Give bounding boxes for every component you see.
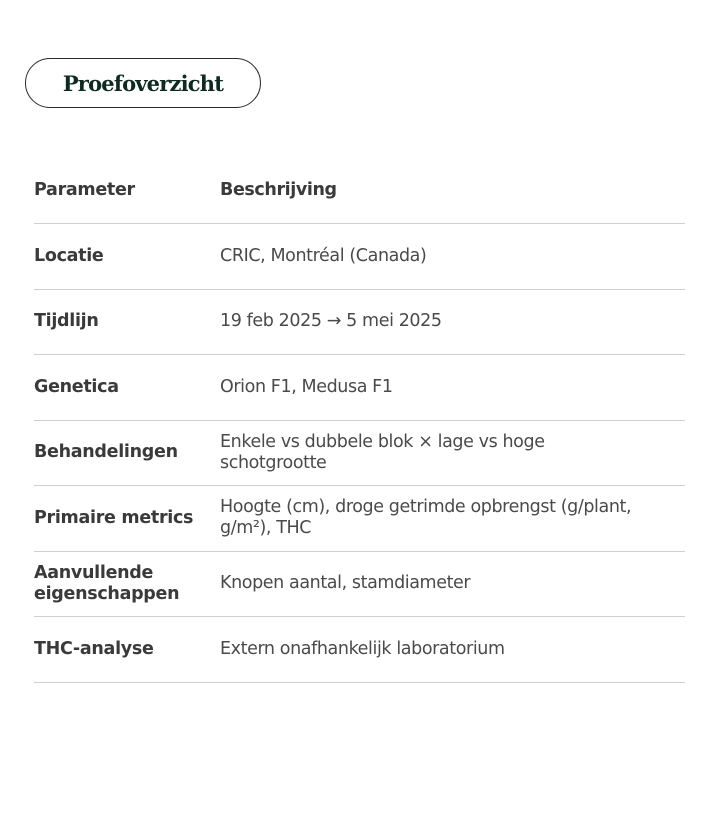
table-row [34, 486, 685, 552]
page-title: Proefoverzicht [62, 70, 224, 96]
row-parameter: Locatie [34, 245, 104, 266]
row-parameter: Tijdlijn [34, 311, 99, 332]
table-row [34, 552, 685, 618]
table-row [34, 224, 685, 290]
trial-overview-table [34, 158, 685, 683]
row-description: CRIC, Montréal (Canada) [220, 245, 427, 266]
row-description: Enkele vs dubbele blok × lage vs hoge schotgrootte [220, 431, 545, 473]
table-row [34, 617, 685, 683]
row-parameter: Primaire metrics [34, 507, 194, 528]
table-row [34, 421, 685, 487]
table-header-row [34, 158, 685, 224]
row-description: Orion F1, Medusa F1 [220, 376, 393, 397]
row-parameter: Aanvullende eigenschappen [34, 562, 180, 604]
column-header-parameter: Parameter [34, 180, 135, 200]
row-description: Extern onafhankelijk laboratorium [220, 638, 505, 659]
row-description: Knopen aantal, stamdiameter [220, 573, 471, 594]
column-header-description: Beschrijving [220, 180, 337, 200]
row-description: Hoogte (cm), droge getrimde opbrengst (g/plant, g/m²), THC [220, 497, 632, 539]
row-parameter: Behandelingen [34, 442, 178, 463]
row-parameter: THC-analyse [34, 638, 154, 659]
row-description: 19 feb 2025 → 5 mei 2025 [220, 311, 442, 332]
page-title-pill [25, 58, 261, 108]
table-row [34, 355, 685, 421]
row-parameter: Genetica [34, 376, 119, 397]
table-row [34, 290, 685, 356]
